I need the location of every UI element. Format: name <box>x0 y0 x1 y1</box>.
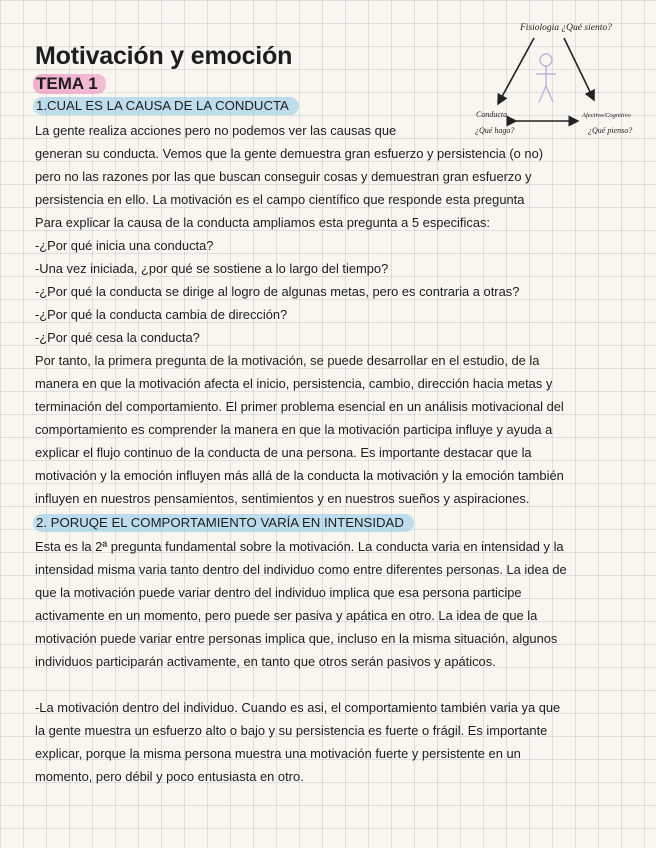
section-1-heading: 1.CUAL ES LA CAUSA DE LA CONDUCTA <box>33 97 299 115</box>
text-line: la gente muestra un esfuerzo alto o bajo y su persistencia es fuerte o frágil. Es importante <box>35 723 548 738</box>
text-line: influyen en nuestros pensamientos, sentimientos y en nuestros sueños y aspiraciones. <box>35 491 530 506</box>
arrow-right <box>564 38 594 100</box>
text-line: Esta es la 2ª pregunta fundamental sobre la motivación. La conducta varia en intensidad y la <box>35 539 564 554</box>
text-line: La gente realiza acciones pero no podemos ver las causas que <box>35 123 397 138</box>
triangle-diagram <box>472 14 648 138</box>
text-line <box>35 673 567 696</box>
text-line: explicar, porque la misma persona muestra una motivación fuerte y persistente en un <box>35 746 521 761</box>
text-line: -La motivación dentro del individuo. Cuando es asi, el comportamiento también varia ya que <box>35 700 561 715</box>
person-figure-icon <box>536 54 556 102</box>
text-line: -¿Por qué cesa la conducta? <box>35 330 200 345</box>
text-line: motivación y la emoción influyen más allá de la conducta la motivación y la emoción también <box>35 468 564 483</box>
tema-label: TEMA 1 <box>33 74 106 94</box>
diagram-top-label: Fisiologia ¿Qué siento? <box>520 23 612 33</box>
text-line: -¿Por qué inicia una conducta? <box>35 238 214 253</box>
diagram-left-label-2: ¿Qué hago? <box>475 126 515 135</box>
text-line: persistencia en ello. La motivación es el campo científico que responde esta pregunta <box>35 192 525 207</box>
text-line: activamente en un momento, pero puede ser pasiva y apática en otro. La idea de que la <box>35 608 538 623</box>
page-title: Motivación y emoción <box>35 42 293 70</box>
text-line: Para explicar la causa de la conducta ampliamos esta pregunta a 5 especificas: <box>35 215 491 230</box>
section-2-heading: 2. PORUQE EL COMPORTAMIENTO VARÍA EN INTENSIDAD <box>33 514 414 532</box>
section-1-body <box>35 119 564 510</box>
text-line: generan su conducta. Vemos que la gente demuestra gran esfuerzo y persistencia (o no) <box>35 146 544 161</box>
text-line: comportamiento es comprender la manera en que la motivación participa influye y ayuda a <box>35 422 553 437</box>
arrow-left <box>498 38 534 104</box>
section-2-body <box>35 535 567 788</box>
text-line: -¿Por qué la conducta cambia de dirección? <box>35 307 288 322</box>
text-line: intensidad misma varia tanto dentro del individuo como entre diferentes personas. La idea de <box>35 562 567 577</box>
diagram-right-label-1: Afectivo/Cognitivo <box>582 112 631 119</box>
diagram-left-label-1: Conducta <box>476 110 508 119</box>
text-line: pero no las razones por las que buscan conseguir cosas y demuestran gran esfuerzo y <box>35 169 532 184</box>
text-line: -Una vez iniciada, ¿por qué se sostiene a lo largo del tiempo? <box>35 261 389 276</box>
text-line: -¿Por qué la conducta se dirige al logro de algunas metas, pero es contraria a otras? <box>35 284 520 299</box>
text-line: explicar el flujo continuo de la conducta de una persona. Es importante destacar que la <box>35 445 532 460</box>
text-line: manera en que la motivación afecta el inicio, persistencia, cambio, dirección hacia metas y <box>35 376 553 391</box>
text-line: que la motivación puede variar dentro del individuo implica que esa persona participe <box>35 585 522 600</box>
text-line: individuos participarán activamente, en tanto que otros serán pasivos y apáticos. <box>35 654 496 669</box>
diagram-right-label-2: ¿Qué pienso? <box>588 126 633 135</box>
text-line: terminación del comportamiento. El primer problema esencial en un análisis motivacional del <box>35 399 564 414</box>
text-line: momento, pero débil y poco entusiasta en otro. <box>35 769 304 784</box>
text-line: Por tanto, la primera pregunta de la motivación, se puede desarrollar en el estudio, de la <box>35 353 540 368</box>
text-line: motivación puede variar entre personas implica que, incluso en la misma situación, algunos <box>35 631 558 646</box>
